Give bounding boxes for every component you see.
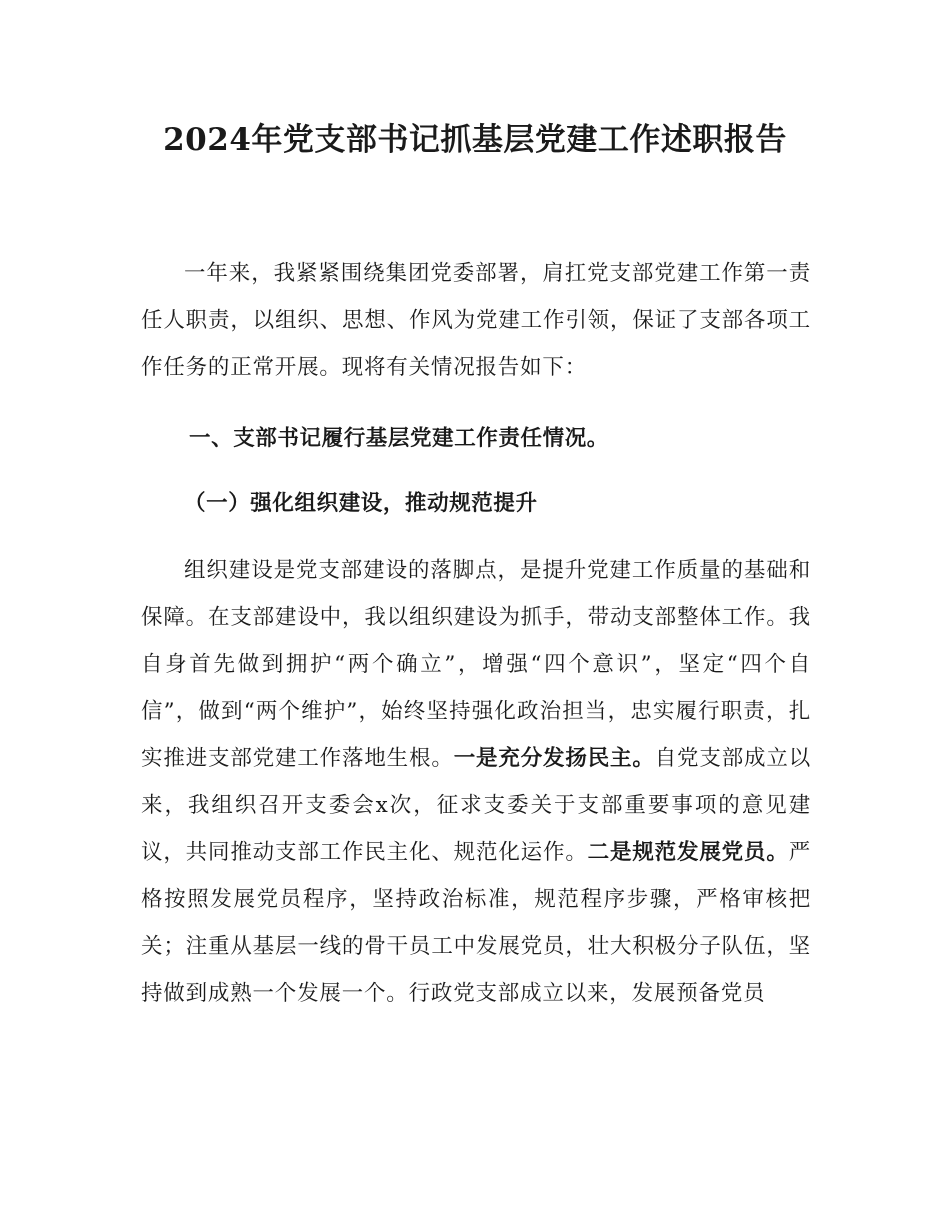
paragraph-text: 严格按照发展党员程序，坚持政治标准，规范程序步骤，严格审核把关；注重从基层一线的骨干员工中发展党员，壮大积极分子队伍，坚持做到成熟一个发展一个。行政党支部成立以来，发展预备党员 xyxy=(141,840,811,1006)
body-paragraph xyxy=(141,547,811,1017)
lead-point-2: 二是规范发展党员。 xyxy=(587,840,789,865)
document-title: 2024年党支部书记抓基层党建工作述职报告 xyxy=(163,122,787,158)
lead-point-1: 一是充分发扬民主。 xyxy=(453,746,655,771)
paragraph-text: 自党支部成立以来，我组织召开支委会x次，征求支委关于支部重要事项的意见建议，共同推动支部工作民主化、规范化运作。 xyxy=(141,746,812,865)
subsection-heading: （一）强化组织建设，推动规范提升 xyxy=(184,491,538,516)
intro-paragraph: 一年来，我紧紧围绕集团党委部署，肩扛党支部党建工作第一责任人职责，以组织、思想、作风为党建工作引领，保证了支部各项工作任务的正常开展。现将有关情况报告如下： xyxy=(141,261,811,380)
paragraph-text: 组织建设是党支部建设的落脚点，是提升党建工作质量的基础和保障。在支部建设中，我以组织建设为抓手，带动支部整体工作。我自身首先做到拥护“两个确立”，增强“四个意识”，坚定“四个自信”，做到“两个维护”，始终坚持强化政治担当，忠实履行职责，扎实推进支部党建工作落地生根。 xyxy=(141,558,811,771)
section-heading: 一、支部书记履行基层党建工作责任情况。 xyxy=(189,426,609,451)
